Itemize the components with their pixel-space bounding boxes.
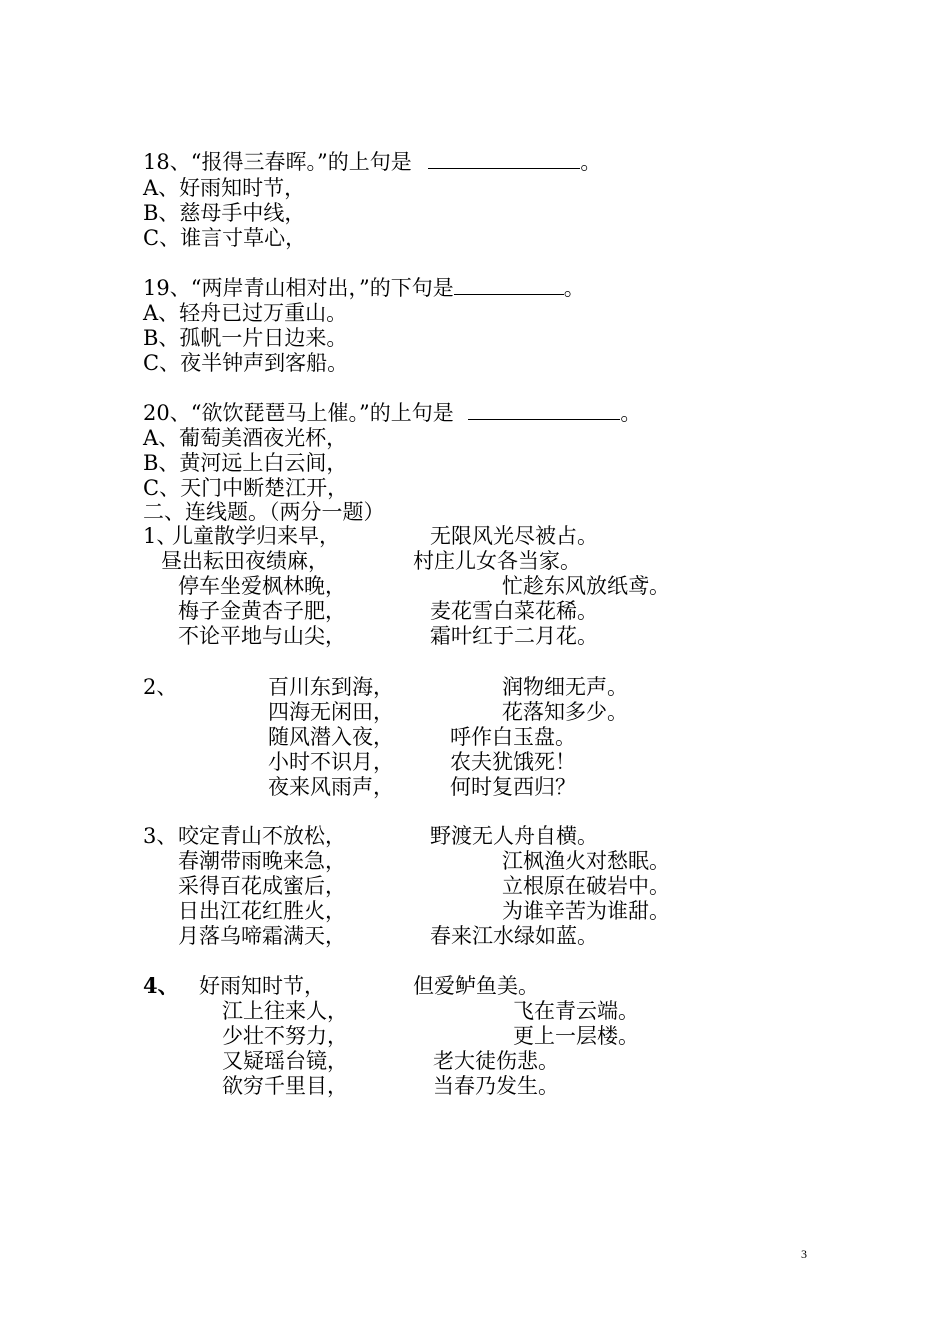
option-20-a: A、葡萄美酒夜光杯， (143, 426, 348, 450)
match-1-right-4[interactable]: 麦花雪白菜花稀。 (430, 599, 598, 623)
match-4-left-2[interactable]: 江上往来人， (222, 999, 348, 1023)
match-2-number: 2、 (143, 675, 178, 699)
question-20-end: 。 (620, 401, 642, 425)
match-3-left-5[interactable]: 月落乌啼霜满天， (178, 924, 346, 948)
match-3-right-3[interactable]: 立根原在破岩中。 (502, 874, 670, 898)
match-3-left-4[interactable]: 日出江花红胜火， (178, 899, 346, 923)
match-4-right-5[interactable]: 当春乃发生。 (433, 1074, 559, 1098)
section-2-title: 二、连线题。（两分一题） (143, 500, 385, 524)
match-3-right-4[interactable]: 为谁辛苦为谁甜。 (502, 899, 670, 923)
match-1-right-2[interactable]: 村庄儿女各当家。 (413, 549, 581, 573)
match-3-right-1[interactable]: 野渡无人舟自横。 (430, 824, 598, 848)
match-3-number: 3、 (143, 824, 178, 848)
match-1-right-5[interactable]: 霜叶红于二月花。 (430, 624, 598, 648)
match-4-left-4[interactable]: 又疑瑶台镜， (222, 1049, 348, 1073)
match-1-left-3[interactable]: 停车坐爱枫林晚， (178, 574, 346, 598)
match-4-right-4[interactable]: 老大徒伤悲。 (433, 1049, 559, 1073)
question-20 (143, 401, 641, 425)
match-4-left-5[interactable]: 欲穷千里目， (222, 1074, 348, 1098)
match-3-right-5[interactable]: 春来江水绿如蓝。 (430, 924, 598, 948)
question-18-text: 18、“报得三春晖。”的上句是 (143, 150, 412, 174)
answer-blank-19[interactable] (454, 276, 564, 295)
match-2-right-5[interactable]: 何时复西归？ (450, 775, 576, 799)
question-19 (143, 276, 585, 300)
match-4-right-1[interactable]: 但爱鲈鱼美。 (413, 974, 539, 998)
answer-blank-20[interactable] (468, 401, 620, 420)
match-4-left-1[interactable]: 好雨知时节， (199, 974, 325, 998)
match-2-right-3[interactable]: 呼作白玉盘。 (450, 725, 576, 749)
match-2-right-2[interactable]: 花落知多少。 (502, 700, 628, 724)
match-2-left-4[interactable]: 小时不识月， (268, 750, 394, 774)
match-4-left-3[interactable]: 少壮不努力， (222, 1024, 348, 1048)
match-1-number: 1、 (143, 524, 178, 548)
question-18 (143, 150, 601, 174)
match-3-right-2[interactable]: 江枫渔火对愁眠。 (502, 849, 670, 873)
question-19-text: 19、“两岸青山相对出，”的下句是 (143, 276, 454, 300)
option-20-b: B、黄河远上白云间， (143, 451, 348, 475)
option-18-a: A、好雨知时节， (143, 176, 306, 200)
page-number: 3 (801, 1247, 807, 1261)
match-3-left-2[interactable]: 春潮带雨晚来急， (178, 849, 346, 873)
match-3-left-1[interactable]: 咬定青山不放松， (178, 824, 346, 848)
option-19-a: A、轻舟已过万重山。 (143, 301, 348, 325)
question-20-text: 20、“欲饮琵琶马上催。”的上句是 (143, 401, 454, 425)
option-20-c: C、天门中断楚江开， (143, 476, 349, 500)
match-1-left-2[interactable]: 昼出耘田夜绩麻， (161, 549, 329, 573)
answer-blank-18[interactable] (428, 150, 580, 169)
option-19-b: B、孤帆一片日边来。 (143, 326, 348, 350)
option-19-c: C、夜半钟声到客船。 (143, 351, 349, 375)
match-2-left-3[interactable]: 随风潜入夜， (268, 725, 394, 749)
match-2-left-1[interactable]: 百川东到海， (268, 675, 394, 699)
match-4-right-3[interactable]: 更上一层楼。 (513, 1024, 639, 1048)
question-18-end: 。 (580, 150, 602, 174)
match-3-left-3[interactable]: 采得百花成蜜后， (178, 874, 346, 898)
match-1-left-5[interactable]: 不论平地与山尖， (178, 624, 346, 648)
match-1-right-1[interactable]: 无限风光尽被占。 (430, 524, 598, 548)
match-2-left-2[interactable]: 四海无闲田， (268, 700, 394, 724)
match-4-number: 4、 (143, 973, 179, 998)
match-2-right-4[interactable]: 农夫犹饿死！ (450, 750, 576, 774)
match-2-right-1[interactable]: 润物细无声。 (502, 675, 628, 699)
match-1-right-3[interactable]: 忙趁东风放纸鸢。 (502, 574, 670, 598)
match-1-left-4[interactable]: 梅子金黄杏子肥， (178, 599, 346, 623)
option-18-c: C、谁言寸草心， (143, 226, 307, 250)
question-19-end: 。 (563, 276, 585, 300)
match-2-left-5[interactable]: 夜来风雨声， (268, 775, 394, 799)
option-18-b: B、慈母手中线， (143, 201, 306, 225)
match-4-right-2[interactable]: 飞在青云端。 (513, 999, 639, 1023)
match-1-left-1[interactable]: 儿童散学归来早， (172, 524, 340, 548)
